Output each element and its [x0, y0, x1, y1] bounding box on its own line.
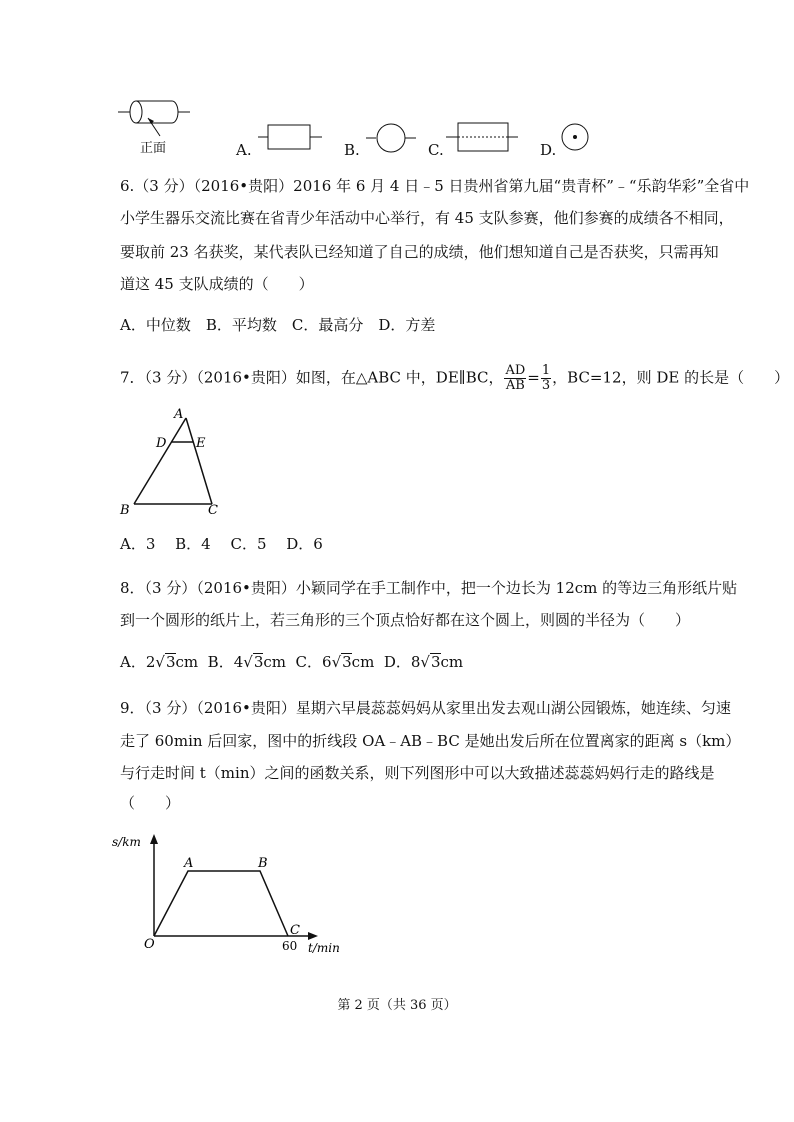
q5-option-d-label: D. [540, 141, 557, 159]
q8-opt-a-unit: cm [175, 653, 199, 671]
q7-val-den: 3 [541, 378, 551, 393]
y-axis-arrow-icon [150, 834, 158, 844]
q8-option-a: A．2√3cm [120, 653, 199, 671]
point-c-label: C [290, 923, 300, 938]
q8-line-1: 8．（3 分）（2016•贵阳）小颖同学在手工制作中，把一个边长为 12cm 的等边三角形纸片贴 [120, 579, 738, 597]
q8-option-c: C．6√3cm [295, 653, 375, 671]
q9-line-4: （ ） [120, 794, 181, 812]
q9-graph [112, 826, 362, 956]
vertex-d: D [156, 436, 167, 451]
point-b-label: B [258, 856, 268, 871]
distance-polyline [154, 871, 288, 936]
q5-option-c-figure [446, 120, 518, 154]
q8-opt-b-radicand: 3 [253, 653, 264, 671]
q5-option-a-label: A. [236, 141, 252, 159]
q7-frac-num: AD [505, 363, 526, 378]
q7-question [120, 364, 789, 393]
q7-triangle-figure [116, 404, 226, 518]
q8-option-d: D．8√3cm [383, 653, 464, 671]
vertex-a: A [174, 407, 184, 422]
x-axis-arrow-icon [308, 932, 318, 940]
q5-option-d-figure [560, 122, 590, 152]
q9-line-1: 9．（3 分）（2016•贵阳）星期六早晨蕊蕊妈妈从家里出发去观山湖公园锻炼，她连续、匀速 [120, 699, 731, 717]
vertex-e: E [196, 436, 206, 451]
q7-val-num: 1 [541, 363, 551, 378]
q7-frac-den: AB [505, 378, 525, 393]
q8-option-b: B．4√3cm [207, 653, 286, 671]
q6-options: A．中位数 B．平均数 C．最高分 D．方差 [120, 316, 436, 334]
q8-opt-c-radicand: 3 [342, 653, 352, 671]
q7-options: A．3 B．4 C．5 D．6 [120, 535, 323, 553]
q8-line-2: 到一个圆形的纸片上，若三角形的三个顶点恰好都在这个圆上，则圆的半径为（ ） [120, 611, 691, 629]
q7-value-fraction [541, 364, 551, 393]
q8-opt-b-label: B．4 [207, 653, 244, 671]
q6-line-1: 6.（3 分）（2016•贵阳）2016 年 6 月 4 日﹣5 日贵州省第九届“贵青杯”﹣“乐韵华彩”全省中 [120, 177, 750, 195]
q8-opt-c-unit: cm [351, 653, 375, 671]
q7-ratio-fraction [504, 364, 526, 393]
q6-line-4: 道这 45 支队成绩的（ ） [120, 275, 314, 293]
q8-opt-d-label: D．8 [383, 653, 421, 671]
q8-opt-c-label: C．6 [295, 653, 332, 671]
q5-option-a-figure [258, 122, 322, 152]
front-label: 正面 [140, 141, 167, 156]
q8-opt-a-label: A．2 [120, 653, 156, 671]
q9-line-3: 与行走时间 t（min）之间的函数关系，则下列图形中可以大致描述蕊蕊妈妈行走的路线是 [120, 764, 715, 782]
x-tick-60: 60 [282, 939, 298, 953]
q8-options [120, 652, 463, 672]
t-axis-label: t/min [308, 941, 340, 955]
page-footer: 第 2 页（共 36 页） [337, 998, 457, 1013]
q8-opt-b-unit: cm [263, 653, 286, 671]
origin-label: O [144, 937, 155, 952]
q5-option-b-label: B. [344, 141, 360, 159]
q5-option-c-label: C. [428, 141, 444, 159]
vertex-b: B [120, 503, 130, 518]
vertex-c: C [208, 503, 218, 518]
q5-option-b-figure [366, 122, 416, 154]
q7-prefix: 7．（3 分）（2016•贵阳）如图，在△ABC 中，DE∥BC， [120, 368, 504, 387]
q6-line-2: 小学生器乐交流比赛在省青少年活动中心举行，有 45 支队参赛，他们参赛的成绩各不相同， [120, 209, 734, 227]
q6-line-3: 要取前 23 名获奖，某代表队已经知道了自己的成绩，他们想知道自己是否获奖，只需再知 [120, 243, 719, 261]
s-axis-label: s/km [112, 835, 141, 849]
q9-line-2: 走了 60min 后回家，图中的折线段 OA﹣AB﹣BC 是她出发后所在位置离家的距离 s（km） [120, 732, 741, 750]
q8-opt-a-radicand: 3 [165, 653, 176, 671]
q8-opt-d-radicand: 3 [430, 653, 441, 671]
q7-eq: = [527, 368, 540, 387]
point-a-label: A [184, 856, 194, 871]
q7-suffix: ，BC=12，则 DE 的长是（ ） [552, 368, 790, 387]
q8-opt-d-unit: cm [440, 653, 464, 671]
